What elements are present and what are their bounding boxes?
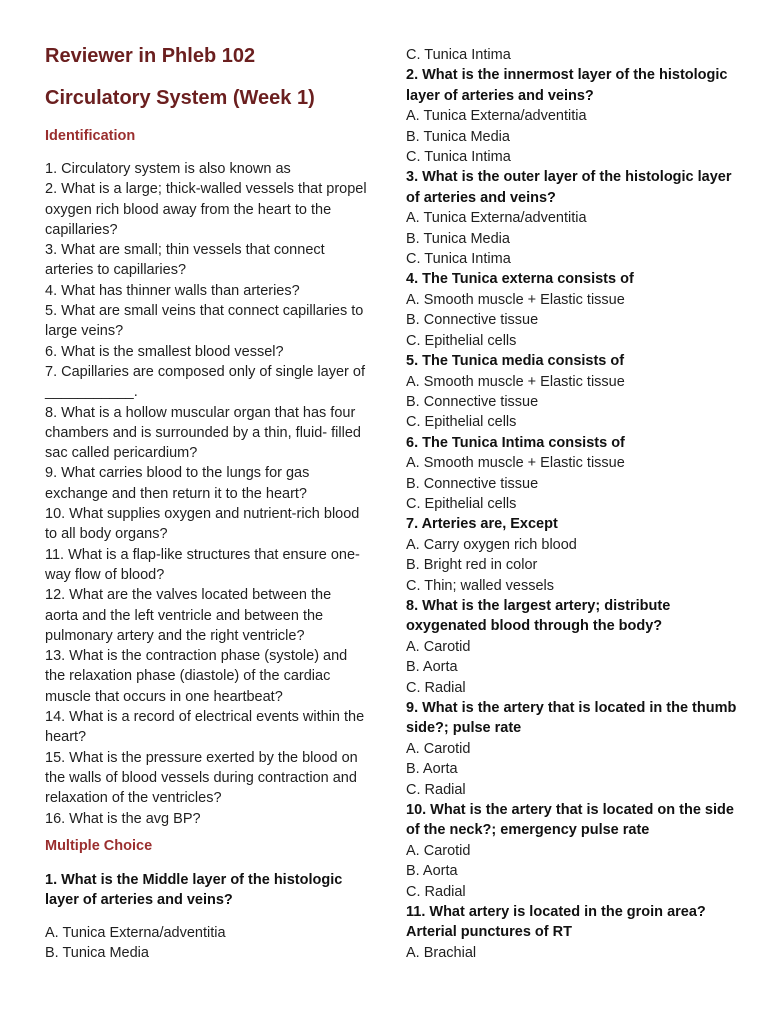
question-text: 3. What is the outer layer of the histologic layer of arteries and veins? — [406, 169, 732, 206]
identification-item: 4. What has thinner walls than arteries? — [45, 282, 300, 299]
identification-list — [45, 159, 367, 829]
option: B. Tunica Media — [406, 230, 510, 247]
identification-item: 15. What is the pressure exerted by the blood on the walls of blood vessels during contraction and relaxation of the ventricles? — [45, 749, 358, 807]
option: C. Epithelial cells — [406, 414, 517, 431]
identification-item: 2. What is a large; thick-walled vessels that propel oxygen rich blood away from the heart to the capillaries? — [45, 181, 367, 238]
option: C. Epithelial cells — [406, 495, 517, 512]
option: A. Tunica Externa/adventitia — [406, 210, 587, 227]
identification-item: 9. What carries blood to the lungs for gas exchange and then return it to the heart? — [45, 465, 310, 502]
option: A. Smooth muscle + Elastic tissue — [406, 455, 625, 472]
identification-item: 13. What is the contraction phase (systole) and the relaxation phase (diastole) of the cardiac muscle that occurs in one heartbeat? — [45, 648, 348, 705]
document-subtitle: Circulatory System (Week 1) — [45, 87, 315, 109]
identification-item: 11. What is a flap-like structures that ensure one-way flow of blood? — [45, 546, 360, 583]
option: B. Connective tissue — [406, 475, 539, 492]
option: A. Tunica Externa/adventitia — [45, 925, 226, 941]
option: A. Tunica Externa/adventitia — [406, 108, 587, 125]
question-text: 6. The Tunica Intima consists of — [406, 434, 625, 451]
question-text: 5. The Tunica media consists of — [406, 353, 625, 370]
question-text: 11. What artery is located in the groin area? Arterial punctures of RT — [406, 904, 706, 941]
option: B. Connective tissue — [406, 393, 539, 410]
question-text: 4. The Tunica externa consists of — [406, 271, 634, 288]
option: C. Radial — [406, 781, 466, 798]
option: A. Smooth muscle + Elastic tissue — [406, 373, 625, 390]
document-title: Reviewer in Phleb 102 — [45, 45, 256, 67]
question-text: 9. What is the artery that is located in the thumb side?; pulse rate — [406, 700, 737, 737]
option: C. Tunica Intima — [406, 251, 511, 268]
question-text: 8. What is the largest artery; distribute oxygenated blood through the body? — [406, 597, 671, 635]
option: C. Radial — [406, 679, 466, 696]
option: B. Aorta — [406, 761, 458, 778]
question-text: 2. What is the innermost layer of the histologic layer of arteries and veins? — [406, 67, 728, 104]
mc-question-1-options — [45, 923, 367, 964]
option: C. Tunica Intima — [406, 47, 511, 63]
right-column — [406, 45, 746, 963]
question-text: 10. What is the artery that is located on the side of the neck?; emergency pulse rate — [406, 802, 734, 839]
identification-item: 5. What are small veins that connect capillaries to large veins? — [45, 303, 364, 340]
option: B. Tunica Media — [45, 945, 149, 962]
identification-item: 10. What supplies oxygen and nutrient-rich blood to all body organs? — [45, 506, 360, 543]
identification-heading: Identification — [45, 128, 136, 144]
option: C. Epithelial cells — [406, 332, 517, 349]
option: B. Connective tissue — [406, 312, 539, 329]
option: A. Brachial — [406, 944, 477, 961]
option: A. Carotid — [406, 638, 471, 655]
identification-item: 16. What is the avg BP? — [45, 810, 201, 827]
option: A. Carotid — [406, 740, 471, 757]
identification-item: 6. What is the smallest blood vessel? — [45, 343, 284, 360]
option: B. Tunica Media — [406, 128, 510, 145]
option: B. Aorta — [406, 659, 458, 676]
identification-item: 14. What is a record of electrical events within the heart? — [45, 709, 365, 746]
option: A. Carry oxygen rich blood — [406, 536, 577, 553]
identification-item: 12. What are the valves located between the aorta and the left ventricle and between the pulmonary artery and the right ventricle? — [45, 587, 332, 644]
identification-item: 8. What is a hollow muscular organ that has four chambers and is surrounded by a thin, fluid- filled sac called pericardium? — [45, 404, 361, 462]
multiple-choice-heading: Multiple Choice — [45, 838, 153, 854]
question-text: 7. Arteries are, Except — [406, 516, 558, 533]
option: B. Aorta — [406, 863, 458, 880]
option: C. Radial — [406, 883, 466, 900]
identification-item: 7. Capillaries are composed only of single layer of ___________. — [45, 363, 365, 401]
mc-question-1 — [45, 870, 367, 911]
identification-item: 1. Circulatory system is also known as — [45, 161, 291, 177]
option: B. Bright red in color — [406, 557, 538, 574]
option: A. Carotid — [406, 842, 471, 859]
option: A. Smooth muscle + Elastic tissue — [406, 291, 625, 308]
question-text: 1. What is the Middle layer of the histologic layer of arteries and veins? — [45, 872, 343, 909]
option: C. Thin; walled vessels — [406, 577, 555, 594]
identification-item: 3. What are small; thin vessels that connect arteries to capillaries? — [45, 242, 325, 279]
option: C. Tunica Intima — [406, 149, 511, 166]
